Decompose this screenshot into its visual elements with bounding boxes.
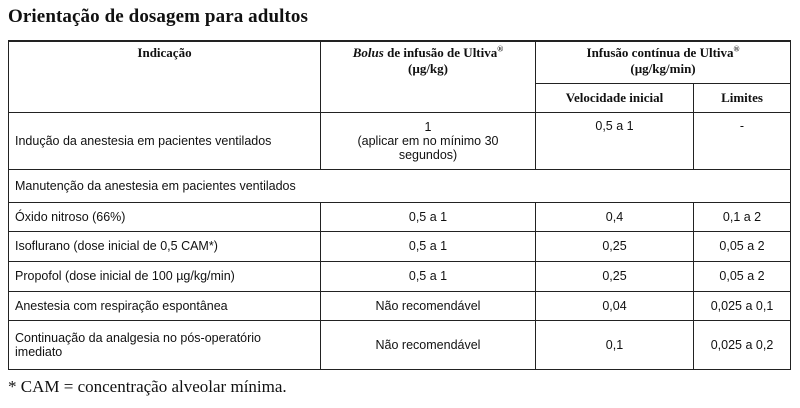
cell-velocidade: 0,25 bbox=[536, 231, 694, 261]
cell-limites: 0,05 a 2 bbox=[694, 231, 791, 261]
header-infusao-label: Infusão contínua de Ultiva bbox=[586, 45, 734, 61]
cell-limites: 0,1 a 2 bbox=[694, 202, 791, 231]
cell-velocidade: 0,04 bbox=[536, 291, 694, 320]
header-bolus-rest: de infusão de Ultiva bbox=[383, 45, 498, 61]
cell-indicacao-line: imediato bbox=[15, 344, 63, 359]
cell-indicacao-line: Continuação da analgesia no pós-operatório bbox=[15, 330, 262, 345]
cell-indicacao bbox=[9, 320, 321, 369]
cell-velocidade: 0,1 bbox=[536, 320, 694, 369]
table-row bbox=[9, 291, 791, 320]
cell-bolus-line: 1 bbox=[424, 119, 432, 134]
header-infusao-sup: ® bbox=[733, 45, 740, 54]
header-velocidade: Velocidade inicial bbox=[536, 83, 694, 112]
page-title: Orientação de dosagem para adultos bbox=[8, 6, 309, 27]
cell-limites: 0,025 a 0,2 bbox=[694, 320, 791, 369]
cell-limites: 0,05 a 2 bbox=[694, 261, 791, 291]
cell-bolus: Não recomendável bbox=[321, 320, 536, 369]
dosage-table bbox=[8, 40, 791, 370]
header-bolus-unit: (µg/kg) bbox=[408, 61, 448, 77]
header-row-1 bbox=[9, 41, 791, 83]
cell-limites: 0,025 a 0,1 bbox=[694, 291, 791, 320]
table-row bbox=[9, 112, 791, 169]
footnote: * CAM = concentração alveolar mínima. bbox=[8, 377, 287, 396]
header-infusao-unit: (µg/kg/min) bbox=[630, 61, 696, 77]
cell-limites: - bbox=[694, 112, 791, 169]
cell-velocidade: 0,4 bbox=[536, 202, 694, 231]
cell-bolus-line: (aplicar em no mínimo 30 bbox=[357, 133, 499, 148]
cell-indicacao: Propofol (dose inicial de 100 µg/kg/min) bbox=[9, 261, 321, 291]
header-bolus-prefix: Bolus bbox=[352, 45, 384, 61]
table-row bbox=[9, 202, 791, 231]
cell-bolus: 0,5 a 1 bbox=[321, 231, 536, 261]
cell-indicacao: Indução da anestesia em pacientes ventilados bbox=[9, 112, 321, 169]
header-bolus bbox=[321, 41, 536, 112]
cell-indicacao: Óxido nitroso (66%) bbox=[9, 202, 321, 231]
cell-bolus: 0,5 a 1 bbox=[321, 261, 536, 291]
header-bolus-sup: ® bbox=[497, 45, 504, 54]
cell-bolus: 0,5 a 1 bbox=[321, 202, 536, 231]
table-row bbox=[9, 231, 791, 261]
cell-indicacao: Anestesia com respiração espontânea bbox=[9, 291, 321, 320]
header-infusao bbox=[536, 41, 791, 83]
header-limites: Limites bbox=[694, 83, 791, 112]
cell-bolus: Não recomendável bbox=[321, 291, 536, 320]
cell-velocidade: 0,5 a 1 bbox=[536, 112, 694, 169]
cell-bolus bbox=[321, 112, 536, 169]
section-label: Manutenção da anestesia em pacientes ventilados bbox=[9, 169, 791, 202]
cell-velocidade: 0,25 bbox=[536, 261, 694, 291]
cell-indicacao: Isoflurano (dose inicial de 0,5 CAM*) bbox=[9, 231, 321, 261]
cell-bolus-line: segundos) bbox=[398, 147, 458, 162]
section-row bbox=[9, 169, 791, 202]
header-indicacao: Indicação bbox=[9, 41, 321, 112]
table-row bbox=[9, 320, 791, 369]
table-row bbox=[9, 261, 791, 291]
